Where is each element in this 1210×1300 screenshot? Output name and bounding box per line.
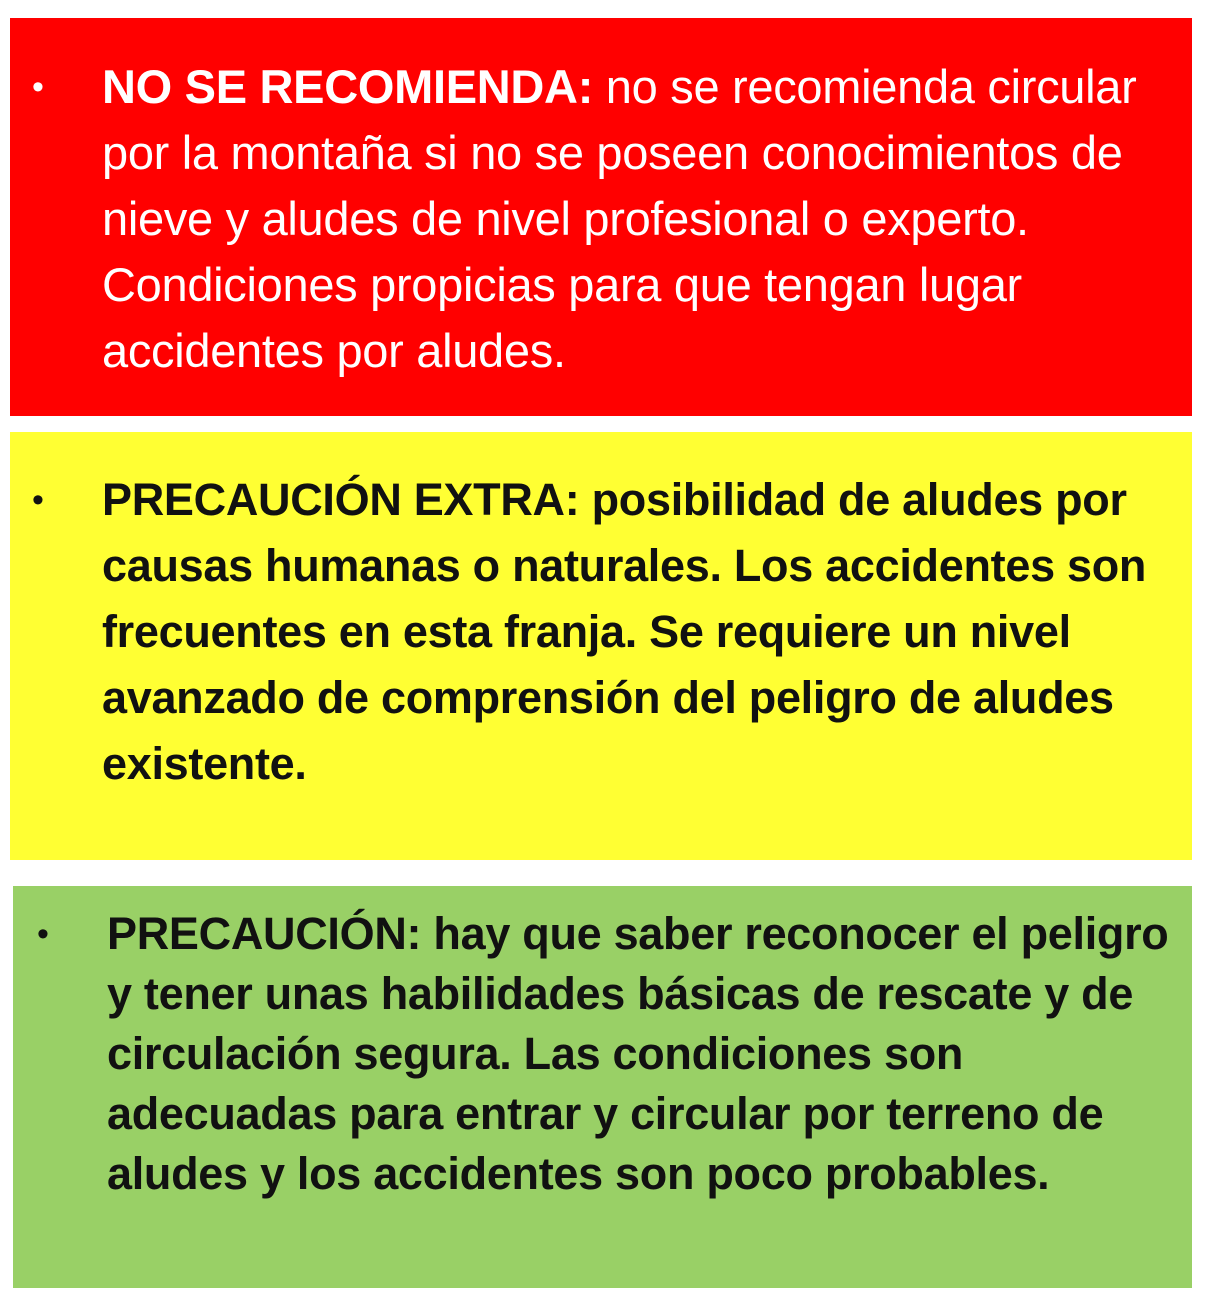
text-no-se-recomienda: no se recomienda circular por la montaña si no se poseen conocimientos de nieve y aludes de nivel profesional o experto. Condiciones propicias para que tengan lugar accidentes por aludes. bbox=[102, 60, 1137, 377]
description-precaucion bbox=[107, 904, 1174, 1204]
list-item-precaucion bbox=[35, 904, 1174, 1204]
panel-no-se-recomienda bbox=[10, 18, 1192, 416]
panel-precaucion-extra bbox=[10, 432, 1192, 860]
bullet-icon: • bbox=[32, 68, 44, 106]
text-precaucion-extra: posibilidad de aludes por causas humanas o naturales. Los accidentes son frecuentes en esta franja. Se requiere un nivel avanzado de comprensión del peligro de aludes existente. bbox=[102, 474, 1147, 789]
keyword-precaucion: PRECAUCIÓN: bbox=[107, 908, 422, 959]
list-item-precaucion-extra bbox=[30, 467, 1174, 797]
text-precaucion: hay que saber reconocer el peligro y tener unas habilidades básicas de rescate y de circulación segura. Las condiciones son adecuadas para entrar y circular por terreno de aludes y los accidentes son poco probables. bbox=[107, 908, 1169, 1199]
description-precaucion-extra bbox=[102, 467, 1174, 797]
keyword-precaucion-extra: PRECAUCIÓN EXTRA: bbox=[102, 474, 580, 525]
bullet-icon: • bbox=[32, 481, 44, 519]
keyword-no-se-recomienda: NO SE RECOMIENDA: bbox=[102, 60, 594, 113]
bullet-icon: • bbox=[37, 915, 49, 953]
description-no-se-recomienda bbox=[102, 54, 1174, 384]
list-item-no-se-recomienda bbox=[30, 54, 1174, 384]
panel-precaucion bbox=[13, 886, 1192, 1288]
